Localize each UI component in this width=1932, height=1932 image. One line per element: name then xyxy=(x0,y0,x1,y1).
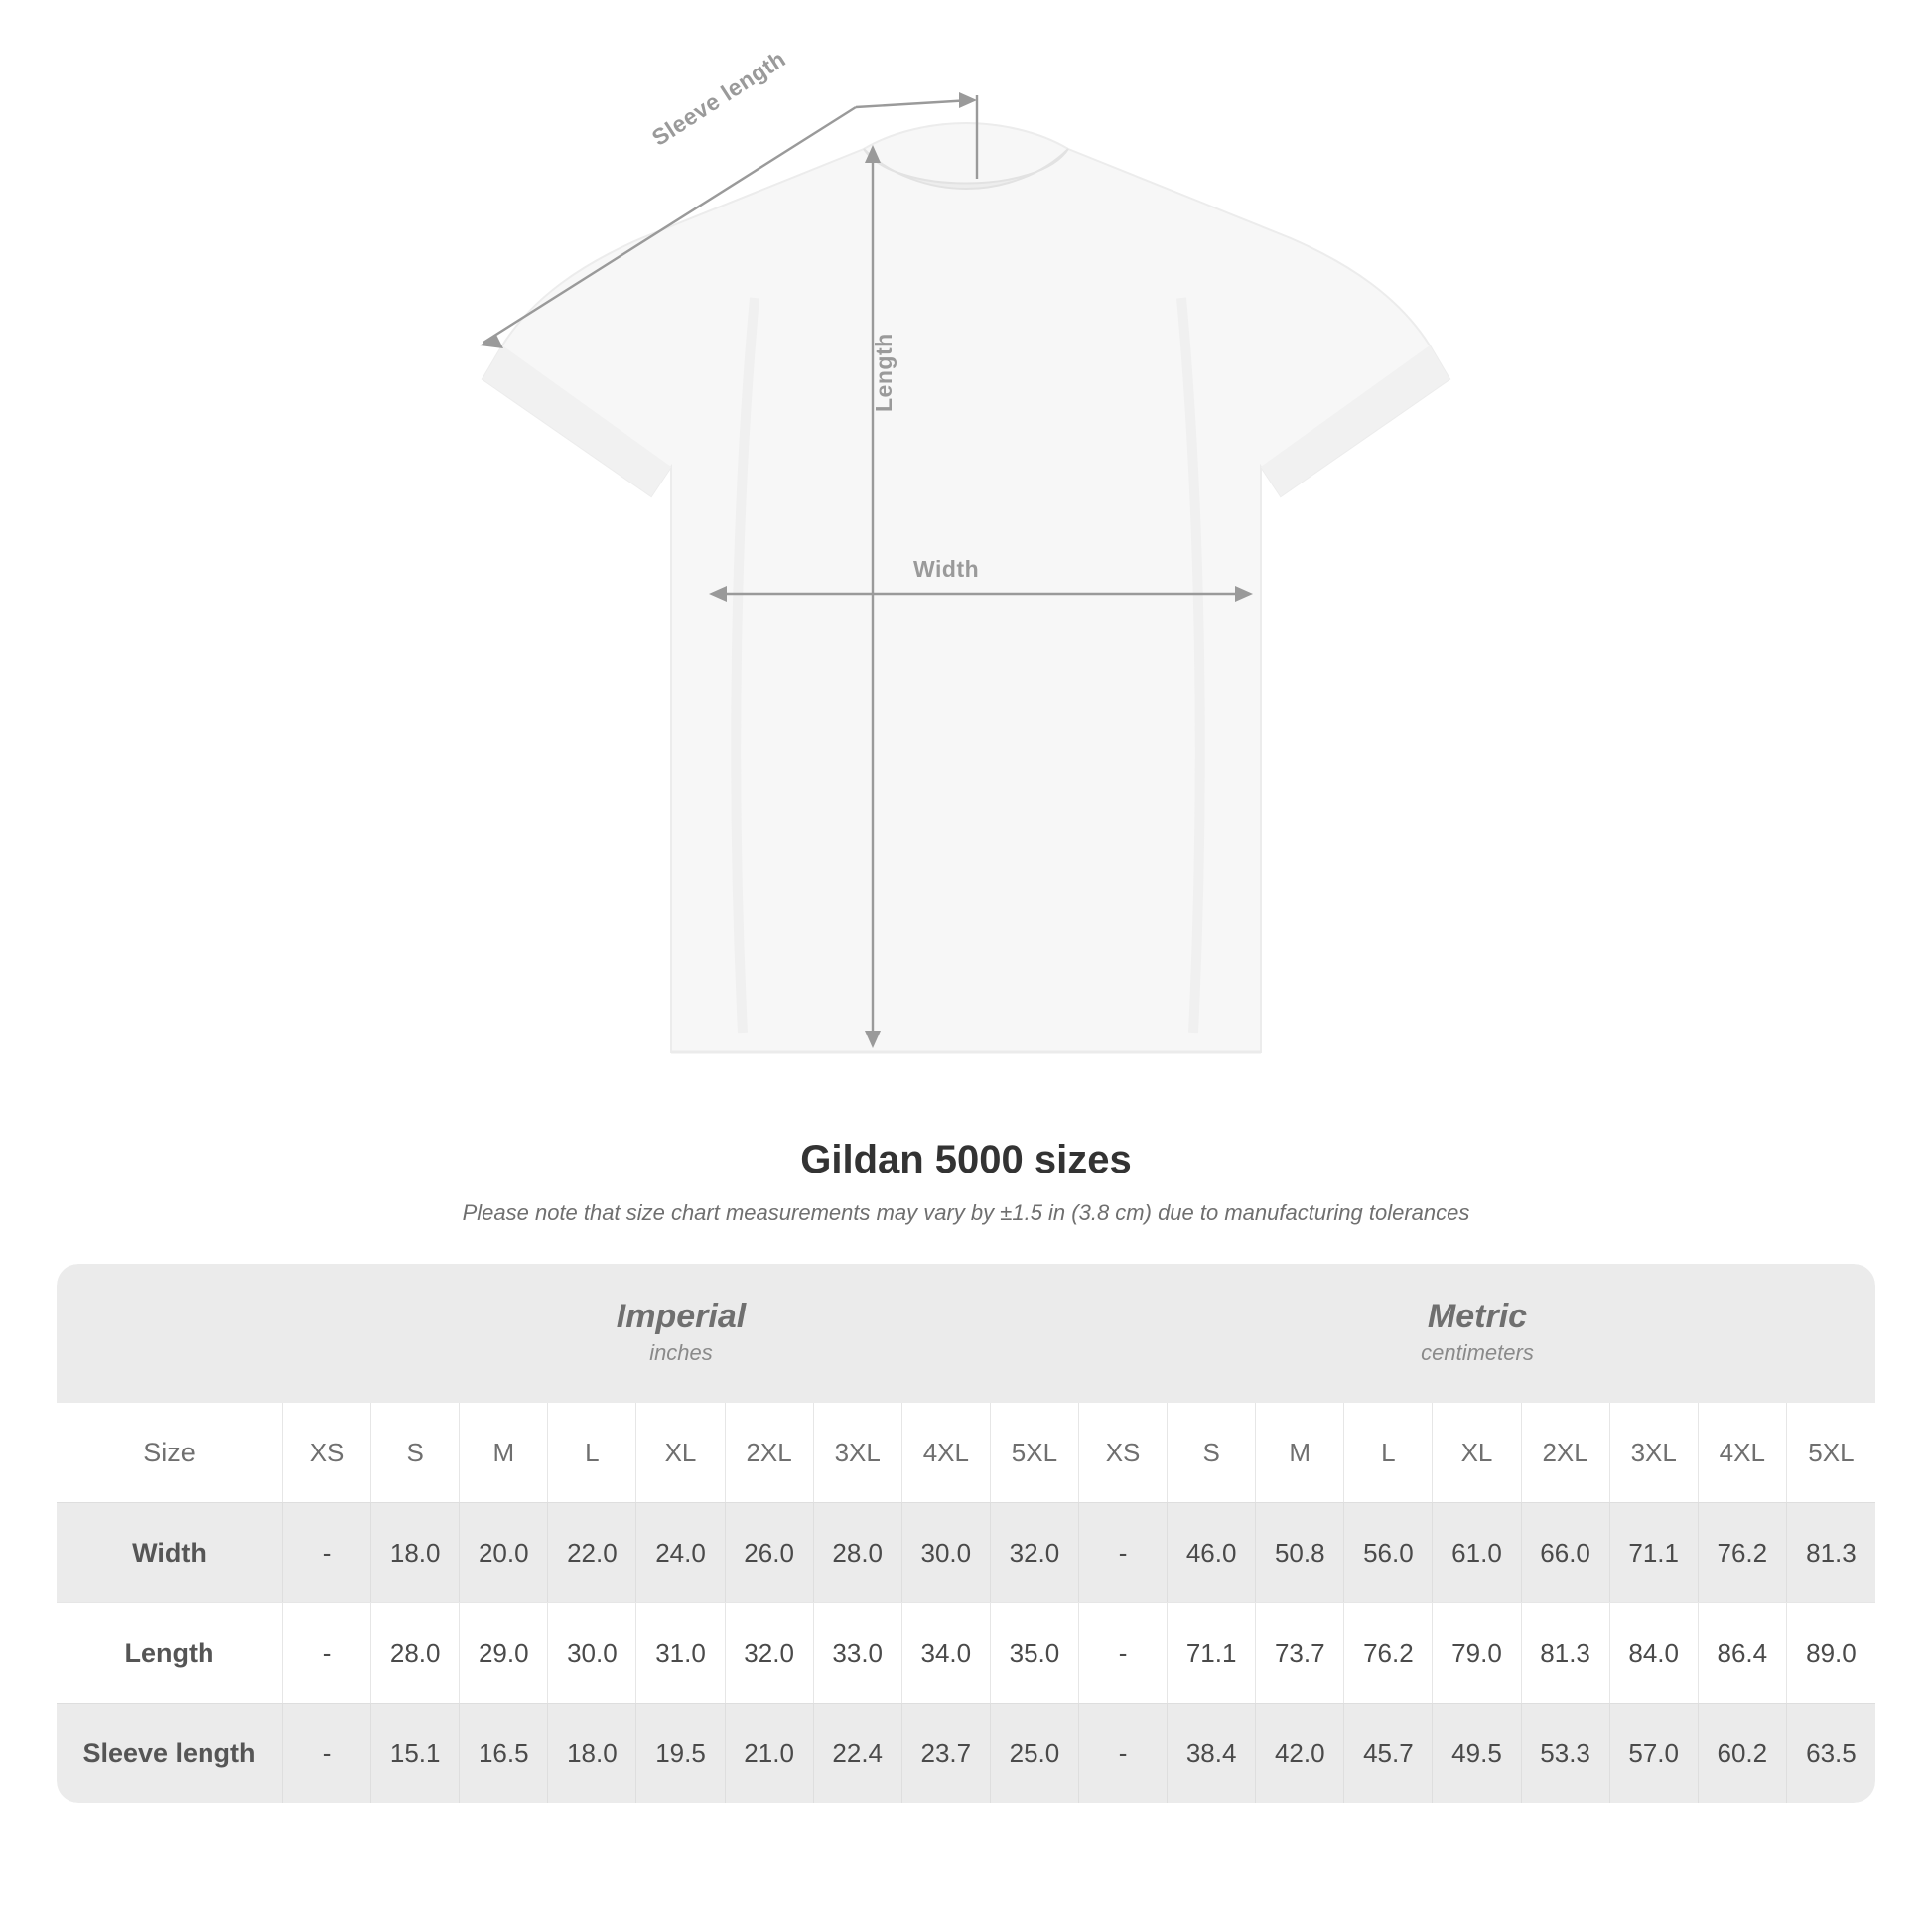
measure-cell: 76.2 xyxy=(1699,1502,1787,1602)
measure-cell: 71.1 xyxy=(1610,1502,1699,1602)
size-header-cell: S xyxy=(1168,1403,1256,1502)
row-label: Sleeve length xyxy=(57,1703,283,1803)
size-header-cell: 5XL xyxy=(991,1403,1079,1502)
unit-group-imperial xyxy=(283,1264,1079,1403)
measure-cell: 45.7 xyxy=(1344,1703,1433,1803)
measure-cell: 53.3 xyxy=(1522,1703,1610,1803)
size-header-cell: 3XL xyxy=(1610,1403,1699,1502)
measure-cell: 61.0 xyxy=(1433,1502,1521,1602)
measure-cell: 60.2 xyxy=(1699,1703,1787,1803)
measure-cell: 46.0 xyxy=(1168,1502,1256,1602)
measure-cell: 57.0 xyxy=(1610,1703,1699,1803)
size-header-row xyxy=(57,1403,1875,1502)
table-row xyxy=(57,1703,1875,1803)
size-header-cell: 2XL xyxy=(726,1403,814,1502)
measure-cell: 22.4 xyxy=(814,1703,902,1803)
size-chart-table xyxy=(57,1264,1875,1803)
size-header-cell: 3XL xyxy=(814,1403,902,1502)
measure-cell: 34.0 xyxy=(902,1602,991,1703)
size-header-cell: XL xyxy=(636,1403,725,1502)
size-header-cell: M xyxy=(460,1403,548,1502)
measure-cell: 24.0 xyxy=(636,1502,725,1602)
size-header-cell: XL xyxy=(1433,1403,1521,1502)
measure-cell: 50.8 xyxy=(1256,1502,1344,1602)
size-header-cell: 2XL xyxy=(1522,1403,1610,1502)
measure-cell: 30.0 xyxy=(902,1502,991,1602)
size-header-cell: L xyxy=(1344,1403,1433,1502)
measure-cell: 28.0 xyxy=(814,1502,902,1602)
unit-group-sub: inches xyxy=(649,1340,713,1366)
measure-cell: 18.0 xyxy=(371,1502,460,1602)
measure-cell: - xyxy=(283,1602,371,1703)
measure-cell: 18.0 xyxy=(548,1703,636,1803)
measure-cell: 49.5 xyxy=(1433,1703,1521,1803)
measure-cell: 32.0 xyxy=(991,1502,1079,1602)
unit-group-sub: centimeters xyxy=(1421,1340,1534,1366)
measure-cell: 19.5 xyxy=(636,1703,725,1803)
row-label: Length xyxy=(57,1602,283,1703)
unit-group-metric xyxy=(1079,1264,1875,1403)
measure-cell: 23.7 xyxy=(902,1703,991,1803)
width-label: Width xyxy=(913,556,980,582)
measure-cell: 81.3 xyxy=(1787,1502,1875,1602)
tolerance-note: Please note that size chart measurements may vary by ±1.5 in (3.8 cm) due to manufacturing tolerances xyxy=(462,1200,1470,1225)
size-header-cell: S xyxy=(371,1403,460,1502)
measure-cell: 29.0 xyxy=(460,1602,548,1703)
measure-cell: 32.0 xyxy=(726,1602,814,1703)
measure-cell: 71.1 xyxy=(1168,1602,1256,1703)
size-table-wrap xyxy=(57,1264,1875,1803)
tshirt-shape xyxy=(483,123,1449,1052)
unit-group-name: Metric xyxy=(1427,1297,1528,1335)
measure-cell: - xyxy=(283,1502,371,1602)
size-header-label: Size xyxy=(57,1403,283,1502)
size-header-cell: 4XL xyxy=(902,1403,991,1502)
measure-cell: - xyxy=(1079,1703,1168,1803)
measure-cell: 21.0 xyxy=(726,1703,814,1803)
length-label: Length xyxy=(871,333,897,412)
measure-cell: 81.3 xyxy=(1522,1602,1610,1703)
measure-cell: 16.5 xyxy=(460,1703,548,1803)
measure-cell: 15.1 xyxy=(371,1703,460,1803)
measure-cell: 25.0 xyxy=(991,1703,1079,1803)
size-header-cell: XS xyxy=(283,1403,371,1502)
size-header-cell: XS xyxy=(1079,1403,1168,1502)
measure-cell: 38.4 xyxy=(1168,1703,1256,1803)
page-title: Gildan 5000 sizes xyxy=(800,1138,1132,1181)
measure-cell: 76.2 xyxy=(1344,1602,1433,1703)
measure-cell: 22.0 xyxy=(548,1502,636,1602)
size-header-cell: L xyxy=(548,1403,636,1502)
measure-cell: 31.0 xyxy=(636,1602,725,1703)
measure-cell: - xyxy=(1079,1502,1168,1602)
measure-cell: 42.0 xyxy=(1256,1703,1344,1803)
title-block xyxy=(0,1138,1932,1226)
measure-cell: 33.0 xyxy=(814,1602,902,1703)
measure-cell: 66.0 xyxy=(1522,1502,1610,1602)
measure-cell: 73.7 xyxy=(1256,1602,1344,1703)
measure-cell: 89.0 xyxy=(1787,1602,1875,1703)
measure-cell: 86.4 xyxy=(1699,1602,1787,1703)
measure-cell: 63.5 xyxy=(1787,1703,1875,1803)
measure-cell: 79.0 xyxy=(1433,1602,1521,1703)
measure-cell: 28.0 xyxy=(371,1602,460,1703)
measure-cell: - xyxy=(1079,1602,1168,1703)
table-row xyxy=(57,1502,1875,1602)
measure-cell: 30.0 xyxy=(548,1602,636,1703)
measure-cell: 56.0 xyxy=(1344,1502,1433,1602)
measure-cell: - xyxy=(283,1703,371,1803)
sleeve-length-label: Sleeve length xyxy=(647,45,790,151)
measure-cell: 84.0 xyxy=(1610,1602,1699,1703)
size-header-cell: 4XL xyxy=(1699,1403,1787,1502)
size-header-cell: 5XL xyxy=(1787,1403,1875,1502)
unit-header-spacer xyxy=(57,1264,283,1403)
measure-cell: 26.0 xyxy=(726,1502,814,1602)
table-row xyxy=(57,1602,1875,1703)
measure-cell: 20.0 xyxy=(460,1502,548,1602)
row-label: Width xyxy=(57,1502,283,1602)
unit-group-name: Imperial xyxy=(616,1297,747,1335)
size-header-cell: M xyxy=(1256,1403,1344,1502)
unit-header-row xyxy=(57,1264,1875,1403)
measure-cell: 35.0 xyxy=(991,1602,1079,1703)
